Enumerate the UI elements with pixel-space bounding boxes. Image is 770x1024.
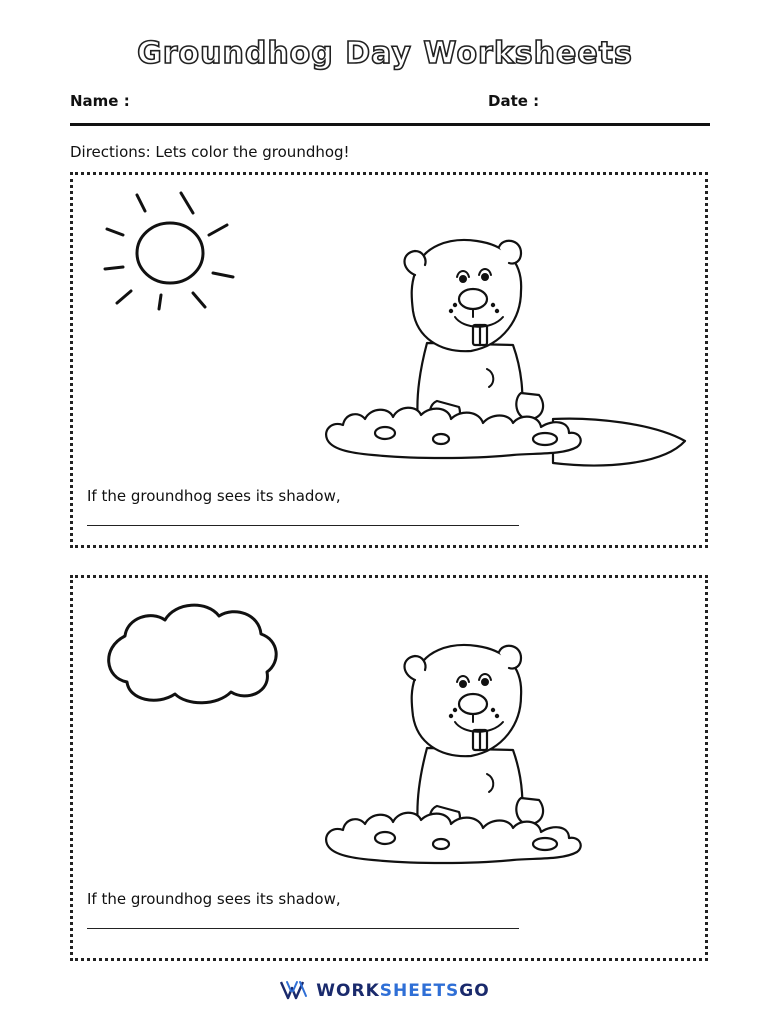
header-divider bbox=[70, 123, 710, 126]
shadow-prompt: If the groundhog sees its shadow, bbox=[87, 487, 341, 505]
page-title: Groundhog Day Worksheets bbox=[137, 36, 633, 71]
answer-line[interactable] bbox=[87, 928, 519, 929]
shadow-prompt: If the groundhog sees its shadow, bbox=[87, 890, 341, 908]
sun-illustration bbox=[97, 187, 247, 317]
name-label: Name : bbox=[70, 92, 130, 110]
brand-text-go: GO bbox=[459, 981, 490, 1001]
brand-text-sheets: SHEETS bbox=[379, 981, 460, 1001]
worksheet-panel-cloud bbox=[70, 575, 708, 961]
date-label: Date : bbox=[488, 92, 540, 110]
footer-brand bbox=[0, 980, 770, 1005]
worksheetsgo-logo-icon bbox=[280, 980, 310, 1005]
directions-text: Directions: Lets color the groundhog! bbox=[70, 143, 350, 161]
worksheet-panel-sun bbox=[70, 172, 708, 548]
groundhog-illustration bbox=[323, 233, 699, 473]
groundhog-illustration bbox=[323, 638, 699, 878]
cloud-illustration bbox=[99, 596, 281, 708]
brand-text-work: WORK bbox=[316, 981, 380, 1001]
answer-line[interactable] bbox=[87, 525, 519, 526]
